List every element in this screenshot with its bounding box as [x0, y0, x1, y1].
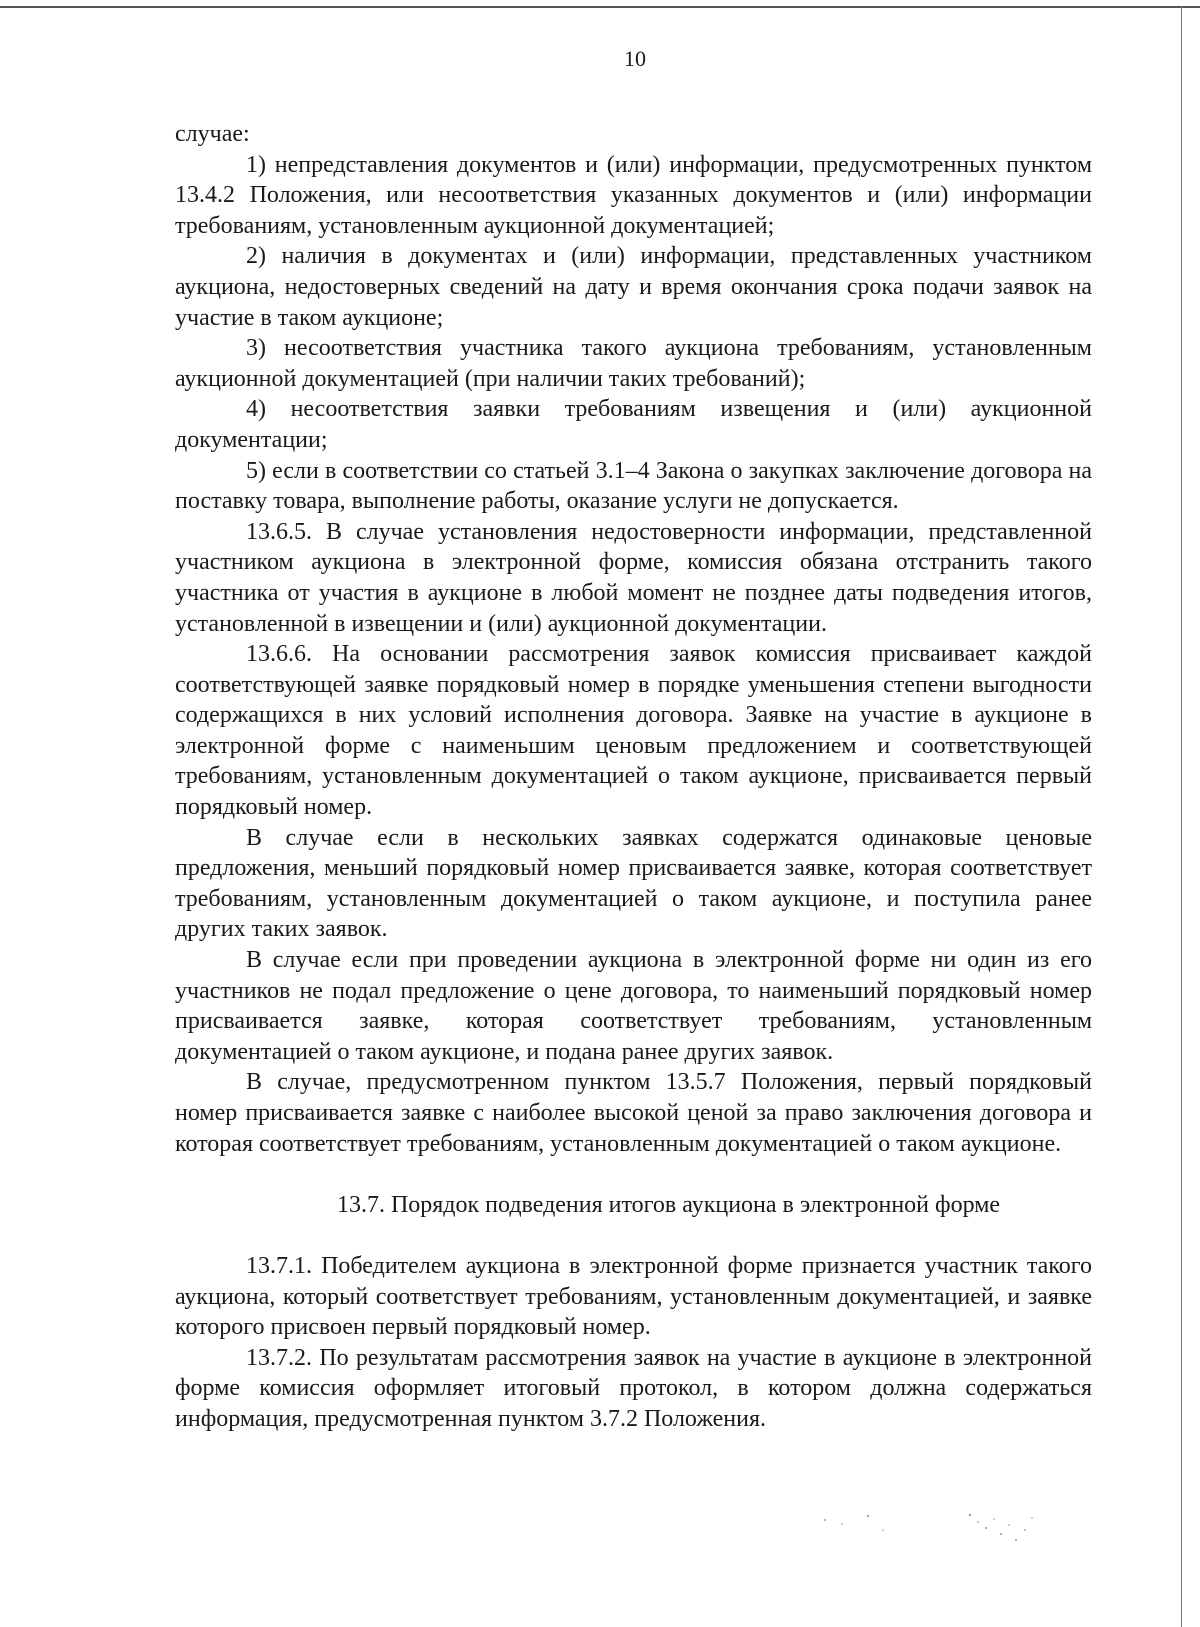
list-item-1: 1) непредставления документов и (или) информации, предусмотренных пунктом 13.4.2 Положения, или несоответствия указанных документов и (или) информации требованиям, установленным аукционной документацией; [175, 151, 1092, 239]
scan-top-border [0, 6, 1200, 8]
spacer [175, 1159, 1092, 1190]
clause-13-7-1: 13.7.1. Победителем аукциона в электронной форме признается участник такого аукциона, который соответствует требованиям, установленным документацией, и заявке которого присвоен первый порядковый номер. [175, 1252, 1092, 1341]
scan-right-border [1181, 6, 1182, 1627]
page-number: 10 [624, 46, 646, 71]
section-heading: 13.7. Порядок подведения итогов аукциона в электронной форме [336, 1191, 1001, 1218]
clause-13-7-2: 13.7.2. По результатам рассмотрения заявок на участие в аукционе в электронной форме комиссия оформляет итоговый протокол, в котором должна содержаться информация, предусмотренная пунктом 3.7.2 Положения. [175, 1344, 1092, 1432]
paragraph-continuation: случае: [175, 121, 250, 147]
scan-noise [820, 1510, 1070, 1570]
spacer [175, 1220, 1092, 1251]
list-item-3: 3) несоответствия участника такого аукциона требованиям, установленным аукционной документацией (при наличии таких требований); [175, 335, 1092, 392]
list-item-2: 2) наличия в документах и (или) информации, представленных участником аукциона, недостоверных сведений на дату и время окончания срока подачи заявок на участие в таком аукционе; [175, 243, 1092, 331]
paragraph-no-price-offer: В случае если при проведении аукциона в электронной форме ни один из его участников не подал предложение о цене договора, то наименьший порядковый номер присваивается заявке, которая соответствует требованиям, установленным документацией о таком аукционе, и подана ранее других заявок. [175, 947, 1092, 1065]
paragraph-13-5-7-case: В случае, предусмотренном пунктом 13.5.7 Положения, первый порядковый номер присваивается заявке с наиболее высокой ценой за право заключения договора и которая соответствует требованиям, установленным документацией о таком аукционе. [175, 1069, 1092, 1157]
list-item-4: 4) несоответствия заявки требованиям извещения и (или) аукционной документации; [175, 396, 1092, 453]
clause-13-6-5: 13.6.5. В случае установления недостоверности информации, представленной участником аукциона в электронной форме, комиссия обязана отстранить такого участника от участия в аукционе в любой момент не позднее даты подведения итогов, установленной в извещении и (или) аукционной документации. [175, 518, 1092, 637]
clause-13-6-6: 13.6.6. На основании рассмотрения заявок комиссия присваивает каждой соответствующей заявке порядковый номер в порядке уменьшения степени выгодности содержащихся в них условий исполнения договора. Заявке на участие в аукционе в электронной форме с наименьшим ценовым предложением и соответствующей требованиям, установленным документацией о таком аукционе, присваивается первый порядковый номер. [175, 641, 1092, 821]
list-item-5: 5) если в соответствии со статьей 3.1–4 Закона о закупках заключение договора на поставку товара, выполнение работы, оказание услуги не допускается. [175, 457, 1092, 515]
paragraph-equal-prices: В случае если в нескольких заявках содержатся одинаковые ценовые предложения, меньший порядковый номер присваивается заявке, которая соответствует требованиям, установленным документацией о таком аукционе, и поступила ранее других таких заявок. [175, 824, 1092, 943]
document-body [175, 119, 1092, 1435]
